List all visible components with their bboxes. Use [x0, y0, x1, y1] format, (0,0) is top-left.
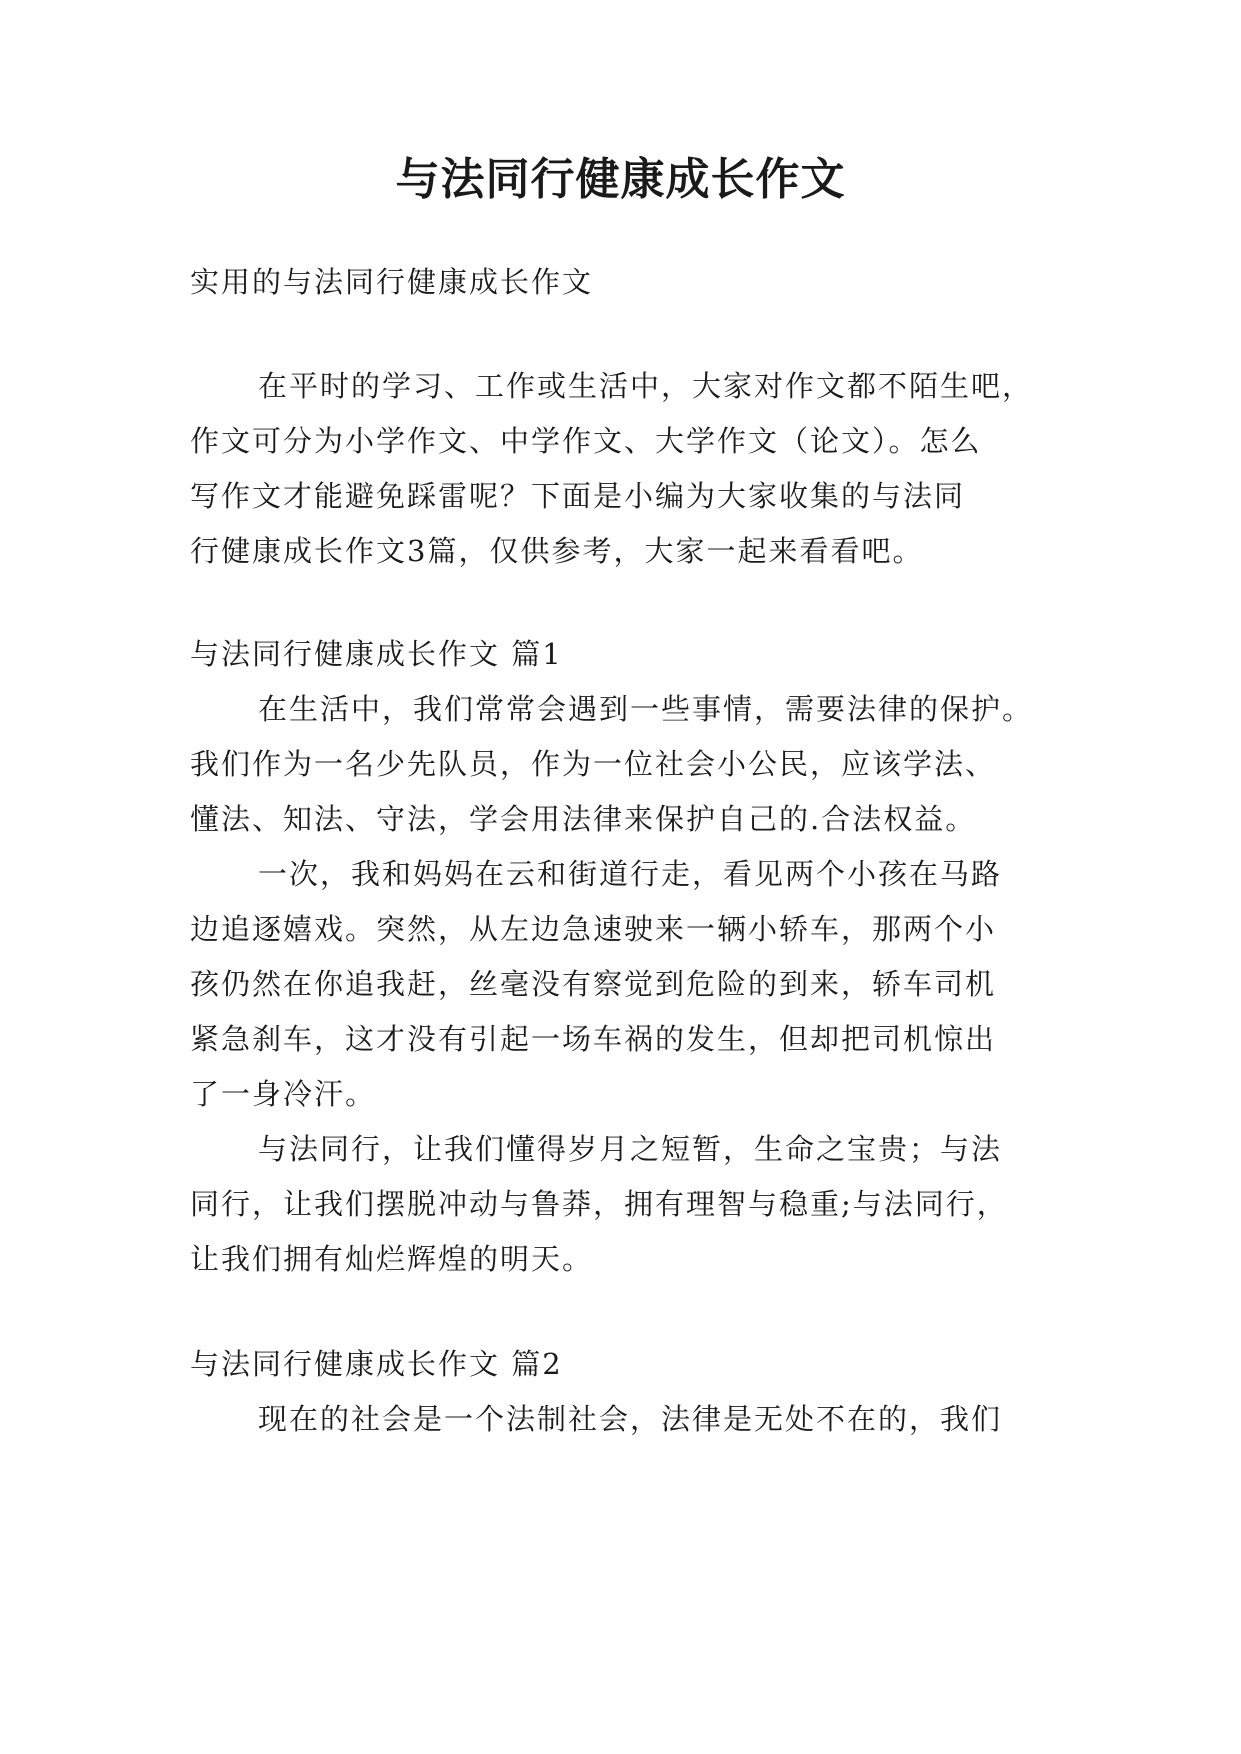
- paragraph-line: 现在的社会是一个法制社会，法律是无处不在的，我们: [258, 1402, 1003, 1436]
- paragraph-line: 让我们拥有灿烂辉煌的明天。: [190, 1242, 594, 1276]
- section-heading-2: 与法同行健康成长作文 篇2: [190, 1347, 563, 1381]
- paragraph-line: 同行，让我们摆脱冲动与鲁莽，拥有理智与稳重;与法同行，: [190, 1187, 1008, 1221]
- intro-line: 写作文才能避免踩雷呢？下面是小编为大家收集的与法同: [190, 479, 966, 513]
- document-subtitle: 实用的与法同行健康成长作文: [190, 265, 594, 299]
- document-title: 与法同行健康成长作文: [395, 154, 846, 205]
- intro-line: 在平时的学习、工作或生活中，大家对作文都不陌生吧，: [258, 369, 1034, 403]
- paragraph-line: 与法同行，让我们懂得岁月之短暂，生命之宝贵；与法: [258, 1132, 1003, 1166]
- paragraph-line: 孩仍然在你追我赶，丝毫没有察觉到危险的到来，轿车司机: [190, 967, 997, 1001]
- paragraph-line: 我们作为一名少先队员，作为一位社会小公民，应该学法、: [190, 747, 997, 781]
- paragraph-line: 一次，我和妈妈在云和街道行走，看见两个小孩在马路: [258, 857, 1003, 891]
- paragraph-line: 懂法、知法、守法，学会用法律来保护自己的.合法权益。: [190, 802, 977, 836]
- paragraph-line: 在生活中，我们常常会遇到一些事情，需要法律的保护。: [258, 692, 1034, 726]
- paragraph-line: 紧急刹车，这才没有引起一场车祸的发生，但却把司机惊出: [190, 1022, 997, 1056]
- intro-line: 行健康成长作文3篇，仅供参考，大家一起来看看吧。: [190, 534, 924, 568]
- intro-line: 作文可分为小学作文、中学作文、大学作文（论文）。怎么: [190, 424, 982, 458]
- section-heading-1: 与法同行健康成长作文 篇1: [190, 637, 563, 671]
- paragraph-line: 边追逐嬉戏。突然，从左边急速驶来一辆小轿车，那两个小: [190, 912, 997, 946]
- paragraph-line: 了一身冷汗。: [190, 1077, 377, 1111]
